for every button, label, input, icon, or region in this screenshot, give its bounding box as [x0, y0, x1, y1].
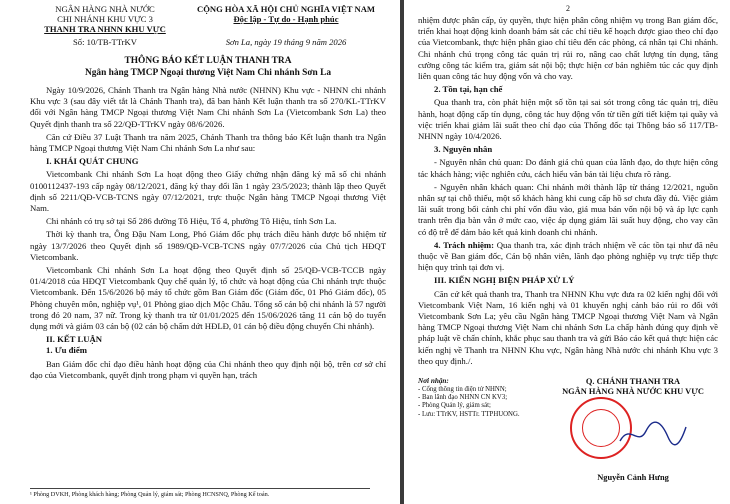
paragraph: Căn cứ Điều 37 Luật Thanh tra năm 2025, Chánh Thanh tra thông báo Kết luận thanh tra Ngân hàng TMCP Ngoại thương Việt Nam Chi nhánh Sơn La như sau:: [30, 131, 386, 154]
signature-area: [418, 377, 718, 483]
doc-number: Số: 10/TB-TTrKV: [73, 37, 137, 47]
issuer-line-1: NGÂN HÀNG NHÀ NƯỚC: [55, 4, 155, 14]
paragraph: Ban Giám đốc chỉ đạo điều hành hoạt động của Chi nhánh theo quy định nội bộ, trên cơ sở chỉ đạo của Vietcombank, quyết định trong phạm vi quyền hạn, trách: [30, 358, 386, 380]
motto: Độc lập - Tự do - Hạnh phúc: [233, 14, 339, 24]
paragraph: [418, 240, 718, 274]
recipients-title: Nơi nhận:: [418, 377, 449, 386]
section-heading: I. KHÁI QUÁT CHUNG: [46, 156, 139, 167]
recipients-block: [418, 377, 528, 419]
page1-body: [30, 85, 386, 381]
paragraph: - Nguyên nhân chủ quan: Do đánh giá chủ quan của lãnh đạo, do thực hiện công tác khách hàng; việc nghiên cứu, cách hiểu văn bản tài liệu chưa rõ ràng.: [418, 157, 718, 179]
paragraph: Chi nhánh có trụ sở tại Số 286 đường Tô Hiệu, Tổ 4, phường Tô Hiệu, tỉnh Sơn La.: [46, 216, 337, 227]
recipient-item: - Ban lãnh đạo NHNN CN KV3;: [418, 393, 508, 401]
section-heading: II. KẾT LUẬN: [46, 334, 103, 345]
subsection-heading: 2. Tồn tại, hạn chế: [434, 84, 503, 95]
title-line-1: THÔNG BÁO KẾT LUẬN THANH TRA: [124, 56, 292, 66]
paragraph: Ngày 10/9/2026, Chánh Thanh tra Ngân hàng Nhà nước (NHNN) Khu vực - NHNN chi nhánh Khu vực 3 (sau đây viết tắt là Chánh Thanh tra), đã ban hành Kết luận thanh tra số 270/KL-TTrKV đối với Ngân hàng TMCP Ngoại thương Việt Nam Chi nhánh Sơn La (Vietcombank Sơn La) theo Quyết định thanh tra số 22/QĐ-TTrKV ngày 08/6/2026.: [30, 85, 386, 129]
footnote: ¹ Phòng DVKH, Phòng khách hàng; Phòng Quản lý, giám sát; Phòng HCNSNQ, Phòng Kế toán.: [30, 488, 370, 498]
signature-icon: [618, 419, 688, 449]
recipient-item: - Phòng Quản lý, giám sát;: [418, 402, 491, 410]
recipient-item: - Lưu: TTrKV, HSTTr. TTPHUONG.: [418, 410, 520, 418]
national-motto: [186, 4, 386, 34]
document-page-2: [404, 0, 730, 504]
issuer-line-3: THANH TRA NHNN KHU VỰC: [44, 24, 166, 34]
title-line-2: Ngân hàng TMCP Ngoại thương Việt Nam Chi nhánh Sơn La: [84, 68, 332, 78]
subsection-heading: 4. Trách nhiệm:: [434, 239, 494, 250]
page2-body: [418, 15, 718, 367]
page-number: 2: [566, 4, 570, 13]
signer-block: [548, 377, 718, 483]
nation-name: CỘNG HÒA XÃ HỘI CHỦ NGHĨA VIỆT NAM: [196, 4, 376, 14]
paragraph-text: Qua thanh tra, xác định trách nhiệm về các tồn tại như đã nêu thuộc về Ban giám đốc, Cán bộ nhân viên, lãnh đạo phòng nghiệp vụ trực tiếp thực hiện quy trình tại đơn vị.: [418, 239, 718, 273]
paragraph: Căn cứ kết quả thanh tra, Thanh tra NHNN Khu vực đưa ra 02 kiến nghị đối với Vietcombank Việt Nam, 16 kiến nghị và 01 khuyến nghị cảnh báo rủi ro đối với Vietcombank Sơn La; yêu cầu Ngân hàng TMCP Ngoại thương Việt Nam và Ngân hàng TMCP Ngoại thương Việt Nam chi nhánh Sơn La chấp hành đúng quy định về pháp luật về chấn chỉnh, khắc phục sau thanh tra và gửi Báo cáo kết quả thực hiện các kiến nghị về Thanh tra NHNN Khu vực, Ngân hàng Nhà nước chi nhánh Khu vực 3 theo quy định./.: [418, 288, 718, 366]
section-heading: III. KIẾN NGHỊ BIỆN PHÁP XỬ LÝ: [434, 275, 575, 286]
paragraph: - Nguyên nhân khách quan: Chi nhánh mới thành lập từ tháng 12/2021, nguồn nhân sự tại chỗ thiếu, một số khách hàng khi cung cấp hồ sơ chưa đầy đủ. Việc giảm lãi suất trong bối cảnh chi phí vốn đầu vào, giá mua bán vốn nội bộ và áp lực cạnh tranh trên địa bàn vẫn ở mức cao, việc áp dụng giảm lãi suất huy động, cho vay cần có độ trễ để đảm bảo kết quả kinh doanh chi nhánh.: [418, 181, 718, 237]
paragraph: Qua thanh tra, còn phát hiện một số tồn tại sai sót trong công tác quản trị, điều hành, hoạt động cấp tín dụng, công tác huy động vốn từ tiền gửi tiết kiệm tại quầy và việc triển khai giảm lãi suất theo chỉ đạo của Thống đốc tại Thông báo số 117/TB-NHNN ngày 10/4/2026.: [418, 97, 718, 142]
doc-meta-row: [30, 37, 386, 47]
issuer-block: [30, 4, 180, 34]
paragraph: Thời kỳ thanh tra, Ông Đậu Nam Long, Phó Giám đốc phụ trách điều hành được bổ nhiệm từ ngày 13/7/2026 theo Quyết định số 1989/QĐ-VCB-TCNS ngày 07/7/2026 của Chủ tịch HĐQT Vietcombank.: [30, 229, 386, 262]
place-date: Sơn La, ngày 19 tháng 9 năm 2026: [225, 37, 347, 47]
signer-name: Nguyễn Cảnh Hưng: [597, 473, 669, 483]
paragraph: nhiệm được phân cấp, ủy quyền, thực hiện phân công nhiệm vụ trong Ban giám đốc, triển khai hoạt động kinh doanh bám sát các chỉ tiêu kế hoạch được giao theo chỉ đạo của Vietcombank, thực hiện phân giao chỉ tiêu đến các phòng, cá nhân tại Chi nhánh. Chi nhánh chú trọng công tác quản trị rủi ro, nâng cao chất lượng tín dụng, tăng cường công tác kiểm tra, giám sát nội bộ; thực hiện cơ bản nghiêm túc các quy định liên quan công tác huy động vốn và cho vay.: [418, 15, 718, 82]
signer-title-2: NGÂN HÀNG NHÀ NƯỚC KHU VỰC: [562, 387, 704, 397]
subsection-heading: 1. Ưu điểm: [46, 345, 87, 356]
document-header: [30, 4, 386, 34]
recipient-item: - Cổng thông tin điện tử NHNN;: [418, 385, 507, 393]
paragraph: Vietcombank Chi nhánh Sơn La hoạt động theo Giấy chứng nhận đăng ký mã số chi nhánh 0100112437-193 cấp ngày 08/12/2021, đăng ký thay đổi lần 1 ngày 23/5/2023; thành lập theo Quyết định số 2211/QĐ-VCB-TCNS ngày 07/12/2021, trực thuộc Ngân hàng TMCP Ngoại thương Việt Nam.: [30, 169, 386, 214]
document-title: [30, 55, 386, 79]
signer-title-1: Q. CHÁNH THANH TRA: [585, 377, 681, 387]
subsection-heading: 3. Nguyên nhân: [434, 144, 493, 155]
issuer-line-2: CHI NHÁNH KHU VỰC 3: [57, 14, 153, 24]
paragraph: Vietcombank Chi nhánh Sơn La hoạt động theo Quyết định số 25/QĐ-VCB-TCCB ngày 01/4/2018 của HĐQT Vietcombank Quy chế quản lý, tổ chức và hoạt động của Chi nhánh trực thuộc Vietcombank. Đến 15/6/2026 bộ máy tổ chức gồm Ban Giám đốc (Giám đốc, 01 Phó Giám đốc), 05 Phòng chuyên môn, nghiệp vụ¹, 01 Phòng giao dịch Mộc Châu. Tổng số cán bộ chi nhánh là 57 người trong đó 20 nam, 37 nữ. Trong kỳ thanh tra từ 01/01/2025 đến 15/06/2026 tăng 11 cán bộ do tuyển dụng mới và giảm 03 cán bộ (02 cán bộ chấm dứt HĐLĐ, 01 cán bộ điều động chuyển Chi nhánh).: [30, 265, 386, 332]
